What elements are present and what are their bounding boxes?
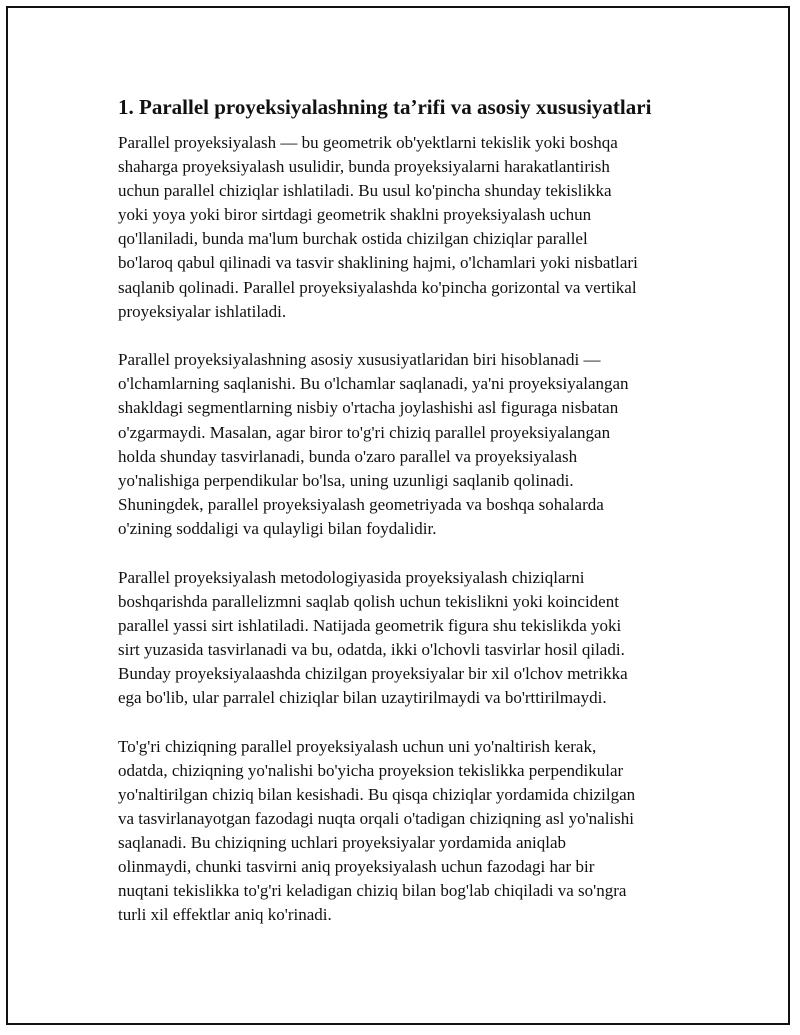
text-line: boshqarishda parallelizmni saqlab qolish uchun tekislikni yoki koincident	[118, 591, 619, 611]
paragraph-2	[118, 348, 694, 541]
text-line: bo'laroq qabul qilinadi va tasvir shaklining hajmi, o'lchamlari yoki nisbatlari	[118, 253, 638, 273]
text-line: saqlanib qolinadi. Parallel proyeksiyalashda ko'pincha gorizontal va vertikal	[118, 277, 637, 297]
paragraph-3	[118, 566, 694, 711]
text-line: saqlanadi. Bu chiziqning uchlari proyeksiyalar yordamida aniqlab	[118, 832, 567, 852]
paragraph-4	[118, 735, 694, 928]
text-line: qo'llaniladi, bunda ma'lum burchak ostida chizilgan chiziqlar parallel	[118, 229, 588, 249]
text-line: To'g'ri chiziqning parallel proyeksiyalash uchun uni yo'naltirish kerak,	[118, 736, 597, 756]
text-line: turli xil effektlar aniq ko'rinadi.	[118, 905, 332, 925]
text-line: proyeksiyalar ishlatiladi.	[118, 301, 287, 321]
text-line: uchun parallel chiziqlar ishlatiladi. Bu usul ko'pincha shunday tekislikka	[118, 181, 612, 201]
text-line: holda shunday tasvirlanadi, bunda o'zaro parallel va proyeksiyalash	[118, 446, 578, 466]
text-line: nuqtani tekislikka to'g'ri keladigan chiziq bilan bog'lab chiqiladi va so'ngra	[118, 881, 627, 901]
text-line: yoki yoya yoki biror sirtdagi geometrik shaklni proyeksiyalash uchun	[118, 205, 592, 225]
text-line: yo'nalishiga perpendikular bo'lsa, uning uzunligi saqlanib qolinadi.	[118, 470, 574, 490]
text-line: Parallel proyeksiyalashning asosiy xususiyatlaridan biri hisoblanadi —	[118, 350, 601, 370]
text-line: shaharga proyeksiyalash usulidir, bunda proyeksiyalarni harakatlantirish	[118, 157, 610, 177]
text-line: odatda, chiziqning yo'nalishi bo'yicha proyeksion tekislikka perpendikular	[118, 760, 624, 780]
text-line: Parallel proyeksiyalash metodologiyasida proyeksiyalash chiziqlarni	[118, 567, 585, 587]
text-line: shakldagi segmentlarning nisbiy o'rtacha joylashishi asl figuraga nisbatan	[118, 398, 619, 418]
text-line: o'lchamlarning saqlanishi. Bu o'lchamlar saqlanadi, ya'ni proyeksiyalangan	[118, 374, 629, 394]
document-body	[118, 93, 694, 952]
text-line: Shuningdek, parallel proyeksiyalash geometriyada va boshqa sohalarda	[118, 494, 604, 514]
text-line: sirt yuzasida tasvirlanadi va bu, odatda, ikki o'lchovli tasvirlar hosil qiladi.	[118, 639, 625, 659]
text-line: Bunday proyeksiyalaashda chizilgan proyeksiyalar bir xil o'lchov metrikka	[118, 663, 628, 683]
text-line: parallel yassi sirt ishlatiladi. Natijada geometrik figura shu tekislikda yoki	[118, 615, 622, 635]
text-line: Parallel proyeksiyalash — bu geometrik ob'yektlarni tekislik yoki boshqa	[118, 133, 618, 152]
text-line: olinmaydi, chunki tasvirni aniq proyeksiyalash uchun fazodagi har bir	[118, 857, 595, 877]
text-line: o'zining soddaligi va qulayligi bilan foydalidir.	[118, 518, 437, 538]
text-line: ega bo'lib, ular parralel chiziqlar bilan uzaytirilmaydi va bo'rttirilmaydi.	[118, 687, 607, 707]
text-line: yo'naltirilgan chiziq bilan kesishadi. Bu qisqa chiziqlar yordamida chizilgan	[118, 784, 636, 804]
section-heading: 1. Parallel proyeksiyalashning ta’rifi va asosiy xususiyatlari	[118, 95, 652, 119]
text-line: o'zgarmaydi. Masalan, agar biror to'g'ri chiziq parallel proyeksiyalangan	[118, 422, 611, 442]
text-line: va tasvirlanayotgan fazodagi nuqta orqali o'tadigan chiziqning asl yo'nalishi	[118, 808, 634, 828]
paragraph-1	[118, 131, 694, 324]
